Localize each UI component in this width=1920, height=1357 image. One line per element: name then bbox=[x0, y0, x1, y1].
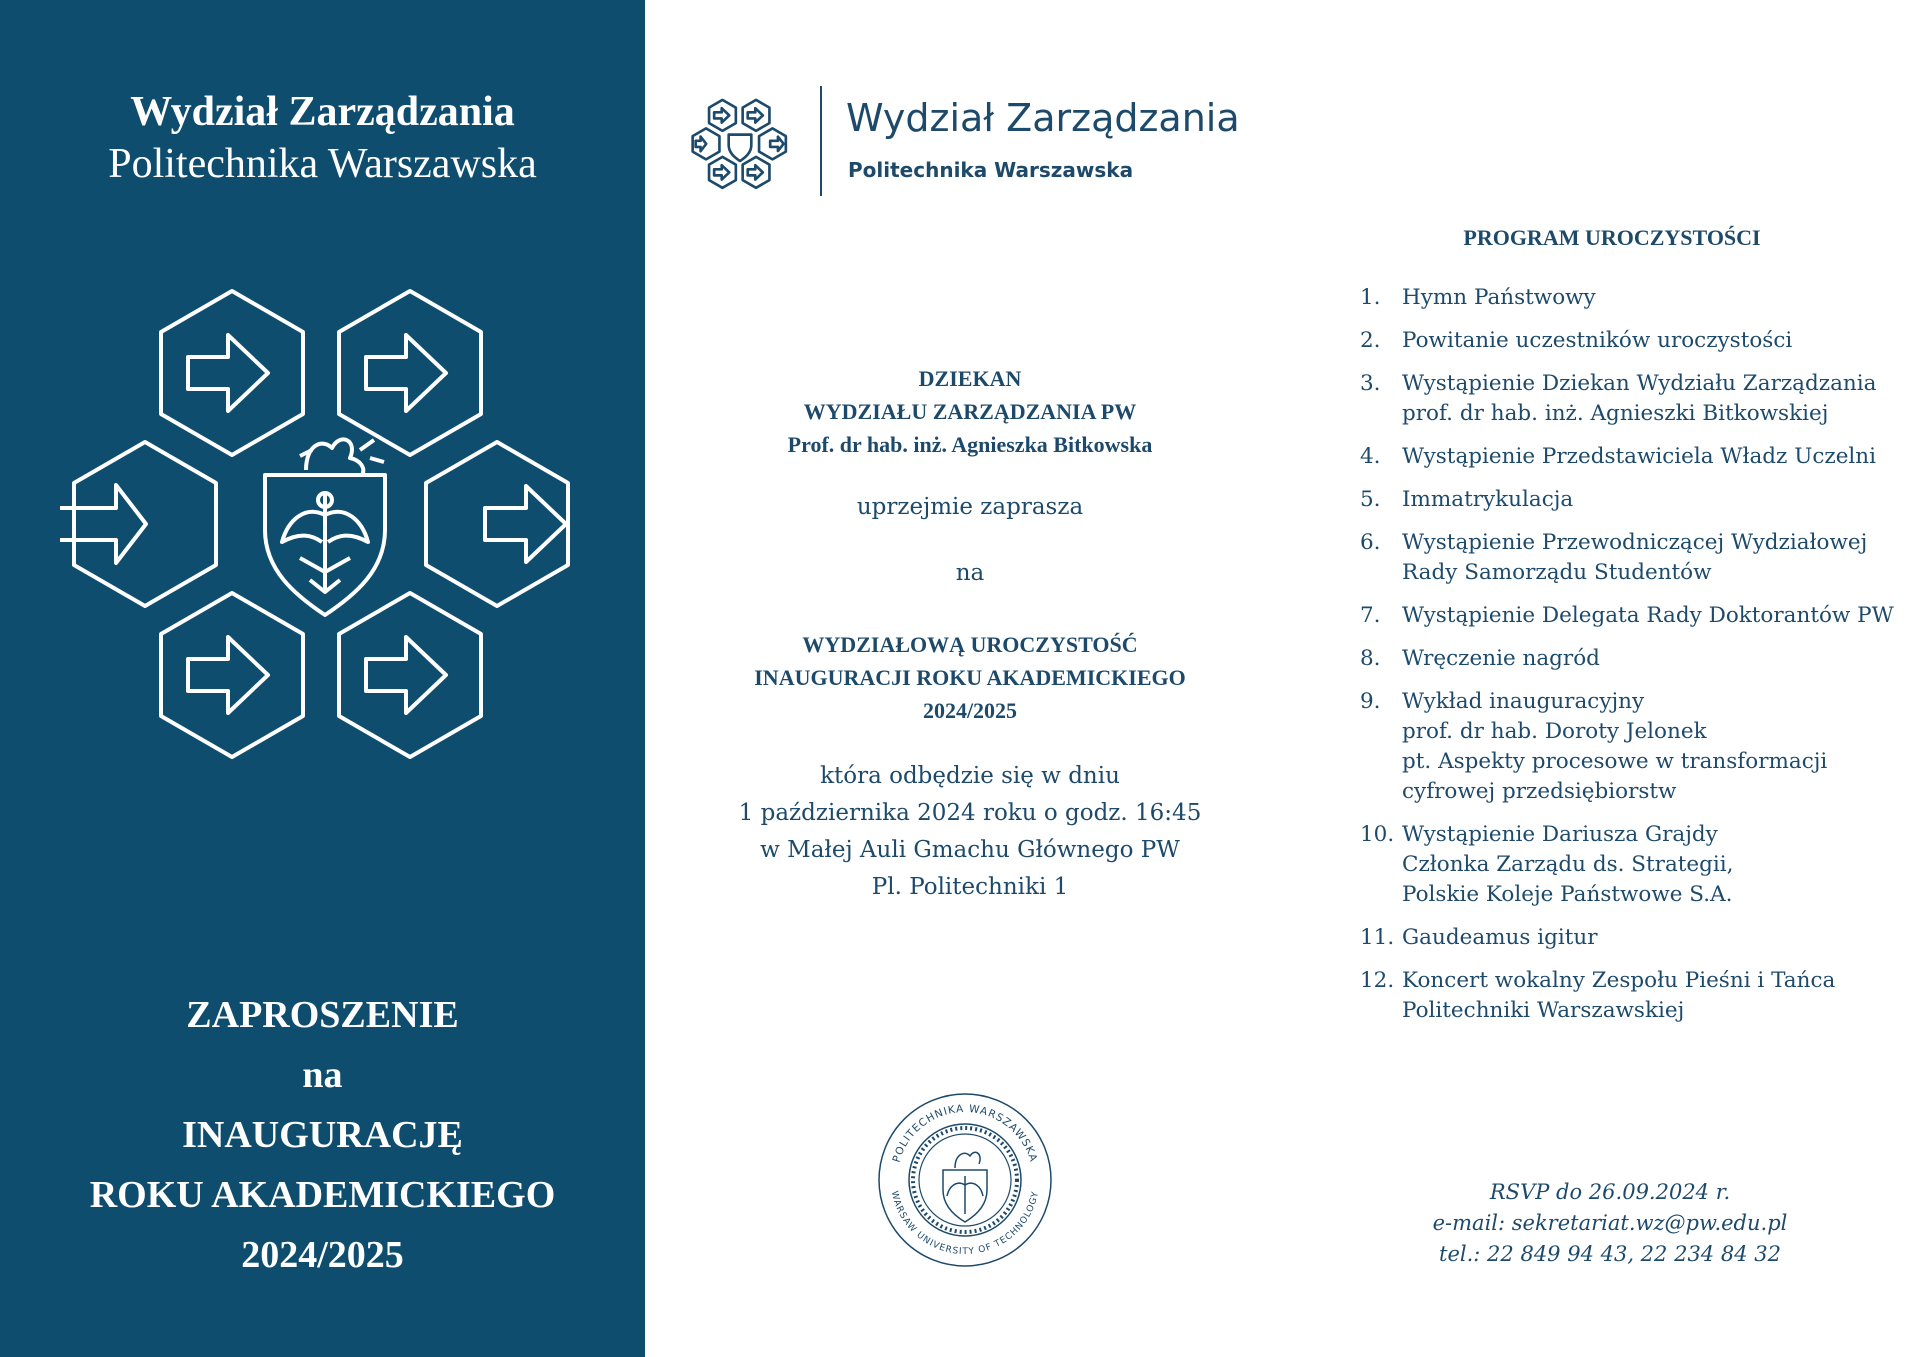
ceremony-line: 2024/2025 bbox=[922, 698, 1018, 723]
program-item bbox=[1360, 820, 1900, 910]
seal-top-text: POLITECHNIKA WARSZAWSKA bbox=[890, 1102, 1040, 1164]
program-item-line: Powitanie uczestników uroczystości bbox=[1402, 328, 1793, 353]
program-item bbox=[1360, 485, 1900, 515]
program-item-line: Gaudeamus igitur bbox=[1402, 925, 1598, 950]
rsvp-phone: tel.: 22 849 94 43, 22 234 84 32 bbox=[1439, 1242, 1781, 1266]
program-item-number: 2. bbox=[1360, 328, 1381, 353]
program-item-text bbox=[1402, 485, 1900, 515]
program-item-number: 3. bbox=[1360, 371, 1381, 396]
program-item-line: Wręczenie nagród bbox=[1402, 646, 1600, 671]
program-item-text bbox=[1402, 326, 1900, 356]
program-item bbox=[1360, 644, 1900, 674]
invitation-line: ZAPROSZENIE bbox=[186, 994, 459, 1036]
program-item bbox=[1360, 601, 1900, 631]
rsvp-block bbox=[1360, 1177, 1860, 1270]
program-item-line: Wystąpienie Dziekan Wydziału Zarządzania bbox=[1402, 371, 1877, 396]
university-seal-icon bbox=[875, 1090, 1055, 1270]
faculty-title: Wydział Zarządzania bbox=[130, 89, 515, 135]
program-item bbox=[1360, 369, 1900, 429]
program-item bbox=[1360, 528, 1900, 588]
small-hexagon-logo-icon bbox=[690, 95, 790, 195]
invites-text: uprzejmie zaprasza bbox=[856, 494, 1084, 520]
program-item bbox=[1360, 442, 1900, 472]
header-divider bbox=[820, 86, 822, 196]
event-details bbox=[660, 758, 1280, 906]
program-item-text bbox=[1402, 966, 1900, 1026]
program-item-text bbox=[1402, 687, 1900, 807]
program-item-line: Koncert wokalny Zespołu Pieśni i Tańca bbox=[1402, 968, 1836, 993]
program-item-line: prof. dr hab. Doroty Jelonek bbox=[1402, 719, 1707, 744]
program-item bbox=[1360, 966, 1900, 1026]
program-item-line: Hymn Państwowy bbox=[1402, 285, 1596, 310]
details-line: Pl. Politechniki 1 bbox=[871, 874, 1069, 900]
header-university-name: Politechnika Warszawska bbox=[848, 158, 1134, 182]
program-item-text bbox=[1402, 644, 1900, 674]
invitation-line: 2024/2025 bbox=[241, 1234, 404, 1276]
program-item-number: 11. bbox=[1360, 925, 1395, 950]
invitation-line: na bbox=[302, 1054, 343, 1096]
header-faculty-name: Wydział Zarządzania bbox=[846, 96, 1240, 140]
program-item-text bbox=[1402, 820, 1900, 910]
program-item-line: Wystąpienie Przedstawiciela Władz Uczelni bbox=[1402, 444, 1877, 469]
seal-bottom-text: WARSAW UNIVERSITY OF TECHNOLOGY bbox=[888, 1190, 1042, 1258]
program-item bbox=[1360, 687, 1900, 807]
program-heading: PROGRAM UROCZYSTOŚCI bbox=[1463, 225, 1761, 250]
program-item-number: 12. bbox=[1360, 968, 1395, 993]
program-item-line: Członka Zarządu ds. Strategii, bbox=[1402, 852, 1734, 877]
program-item-line: prof. dr hab. inż. Agnieszki Bitkowskiej bbox=[1402, 401, 1829, 426]
program-item-number: 1. bbox=[1360, 285, 1381, 310]
details-line: w Małej Auli Gmachu Głównego PW bbox=[760, 837, 1180, 863]
program-item-line: cyfrowej przedsiębiorstw bbox=[1402, 779, 1677, 804]
program-item-line: Immatrykulacja bbox=[1402, 487, 1574, 512]
program-item-number: 5. bbox=[1360, 487, 1381, 512]
program-item-line: Rady Samorządu Studentów bbox=[1402, 560, 1712, 585]
na-text: na bbox=[955, 560, 985, 586]
ceremony-line: WYDZIAŁOWĄ UROCZYSTOŚĆ bbox=[802, 632, 1138, 657]
program-item-text bbox=[1402, 528, 1900, 588]
invitation-line: INAUGURACJĘ bbox=[182, 1114, 463, 1156]
program-item-text bbox=[1402, 283, 1900, 313]
dean-line: DZIEKAN bbox=[918, 366, 1022, 391]
program-item-number: 9. bbox=[1360, 689, 1381, 714]
left-panel bbox=[0, 0, 645, 1357]
rsvp-line: RSVP do 26.09.2024 r. bbox=[1489, 1180, 1731, 1204]
program-item-number: 8. bbox=[1360, 646, 1381, 671]
program-item-line: Wystąpienie Dariusza Grajdy bbox=[1402, 822, 1718, 847]
rsvp-email: e-mail: sekretariat.wz@pw.edu.pl bbox=[1432, 1211, 1788, 1235]
dean-block bbox=[660, 362, 1280, 461]
program-item-line: Wystąpienie Przewodniczącej Wydziałowej bbox=[1402, 530, 1868, 555]
program-list bbox=[1360, 283, 1900, 1039]
program-item-text bbox=[1402, 601, 1900, 631]
program-item-line: pt. Aspekty procesowe w transformacji bbox=[1402, 749, 1828, 774]
program-item-line: Polskie Koleje Państwowe S.A. bbox=[1402, 882, 1733, 907]
dean-line: WYDZIAŁU ZARZĄDZANIA PW bbox=[803, 399, 1137, 424]
program-item-line: Wykład inauguracyjny bbox=[1402, 689, 1645, 714]
dean-line: Prof. dr hab. inż. Agnieszka Bitkowska bbox=[787, 432, 1153, 457]
program-item-line: Politechniki Warszawskiej bbox=[1402, 998, 1685, 1023]
program-item bbox=[1360, 326, 1900, 356]
program-item-number: 10. bbox=[1360, 822, 1395, 847]
program-item-number: 6. bbox=[1360, 530, 1381, 555]
program-item-text bbox=[1402, 369, 1900, 429]
program-item-number: 4. bbox=[1360, 444, 1381, 469]
program-item bbox=[1360, 283, 1900, 313]
ceremony-line: INAUGURACJI ROKU AKADEMICKIEGO bbox=[754, 665, 1186, 690]
details-line: która odbędzie się w dniu bbox=[820, 763, 1120, 789]
university-title: Politechnika Warszawska bbox=[108, 141, 537, 187]
invitation-block bbox=[0, 985, 645, 1285]
hexagon-arrow-logo-icon bbox=[60, 280, 590, 780]
program-item-number: 7. bbox=[1360, 603, 1381, 628]
program-item bbox=[1360, 923, 1900, 953]
program-item-text bbox=[1402, 442, 1900, 472]
program-item-line: Wystąpienie Delegata Rady Doktorantów PW bbox=[1402, 603, 1894, 628]
invitation-line: ROKU AKADEMICKIEGO bbox=[89, 1174, 556, 1216]
details-line: 1 października 2024 roku o godz. 16:45 bbox=[738, 800, 1202, 826]
program-item-text bbox=[1402, 923, 1900, 953]
ceremony-block bbox=[660, 628, 1280, 727]
